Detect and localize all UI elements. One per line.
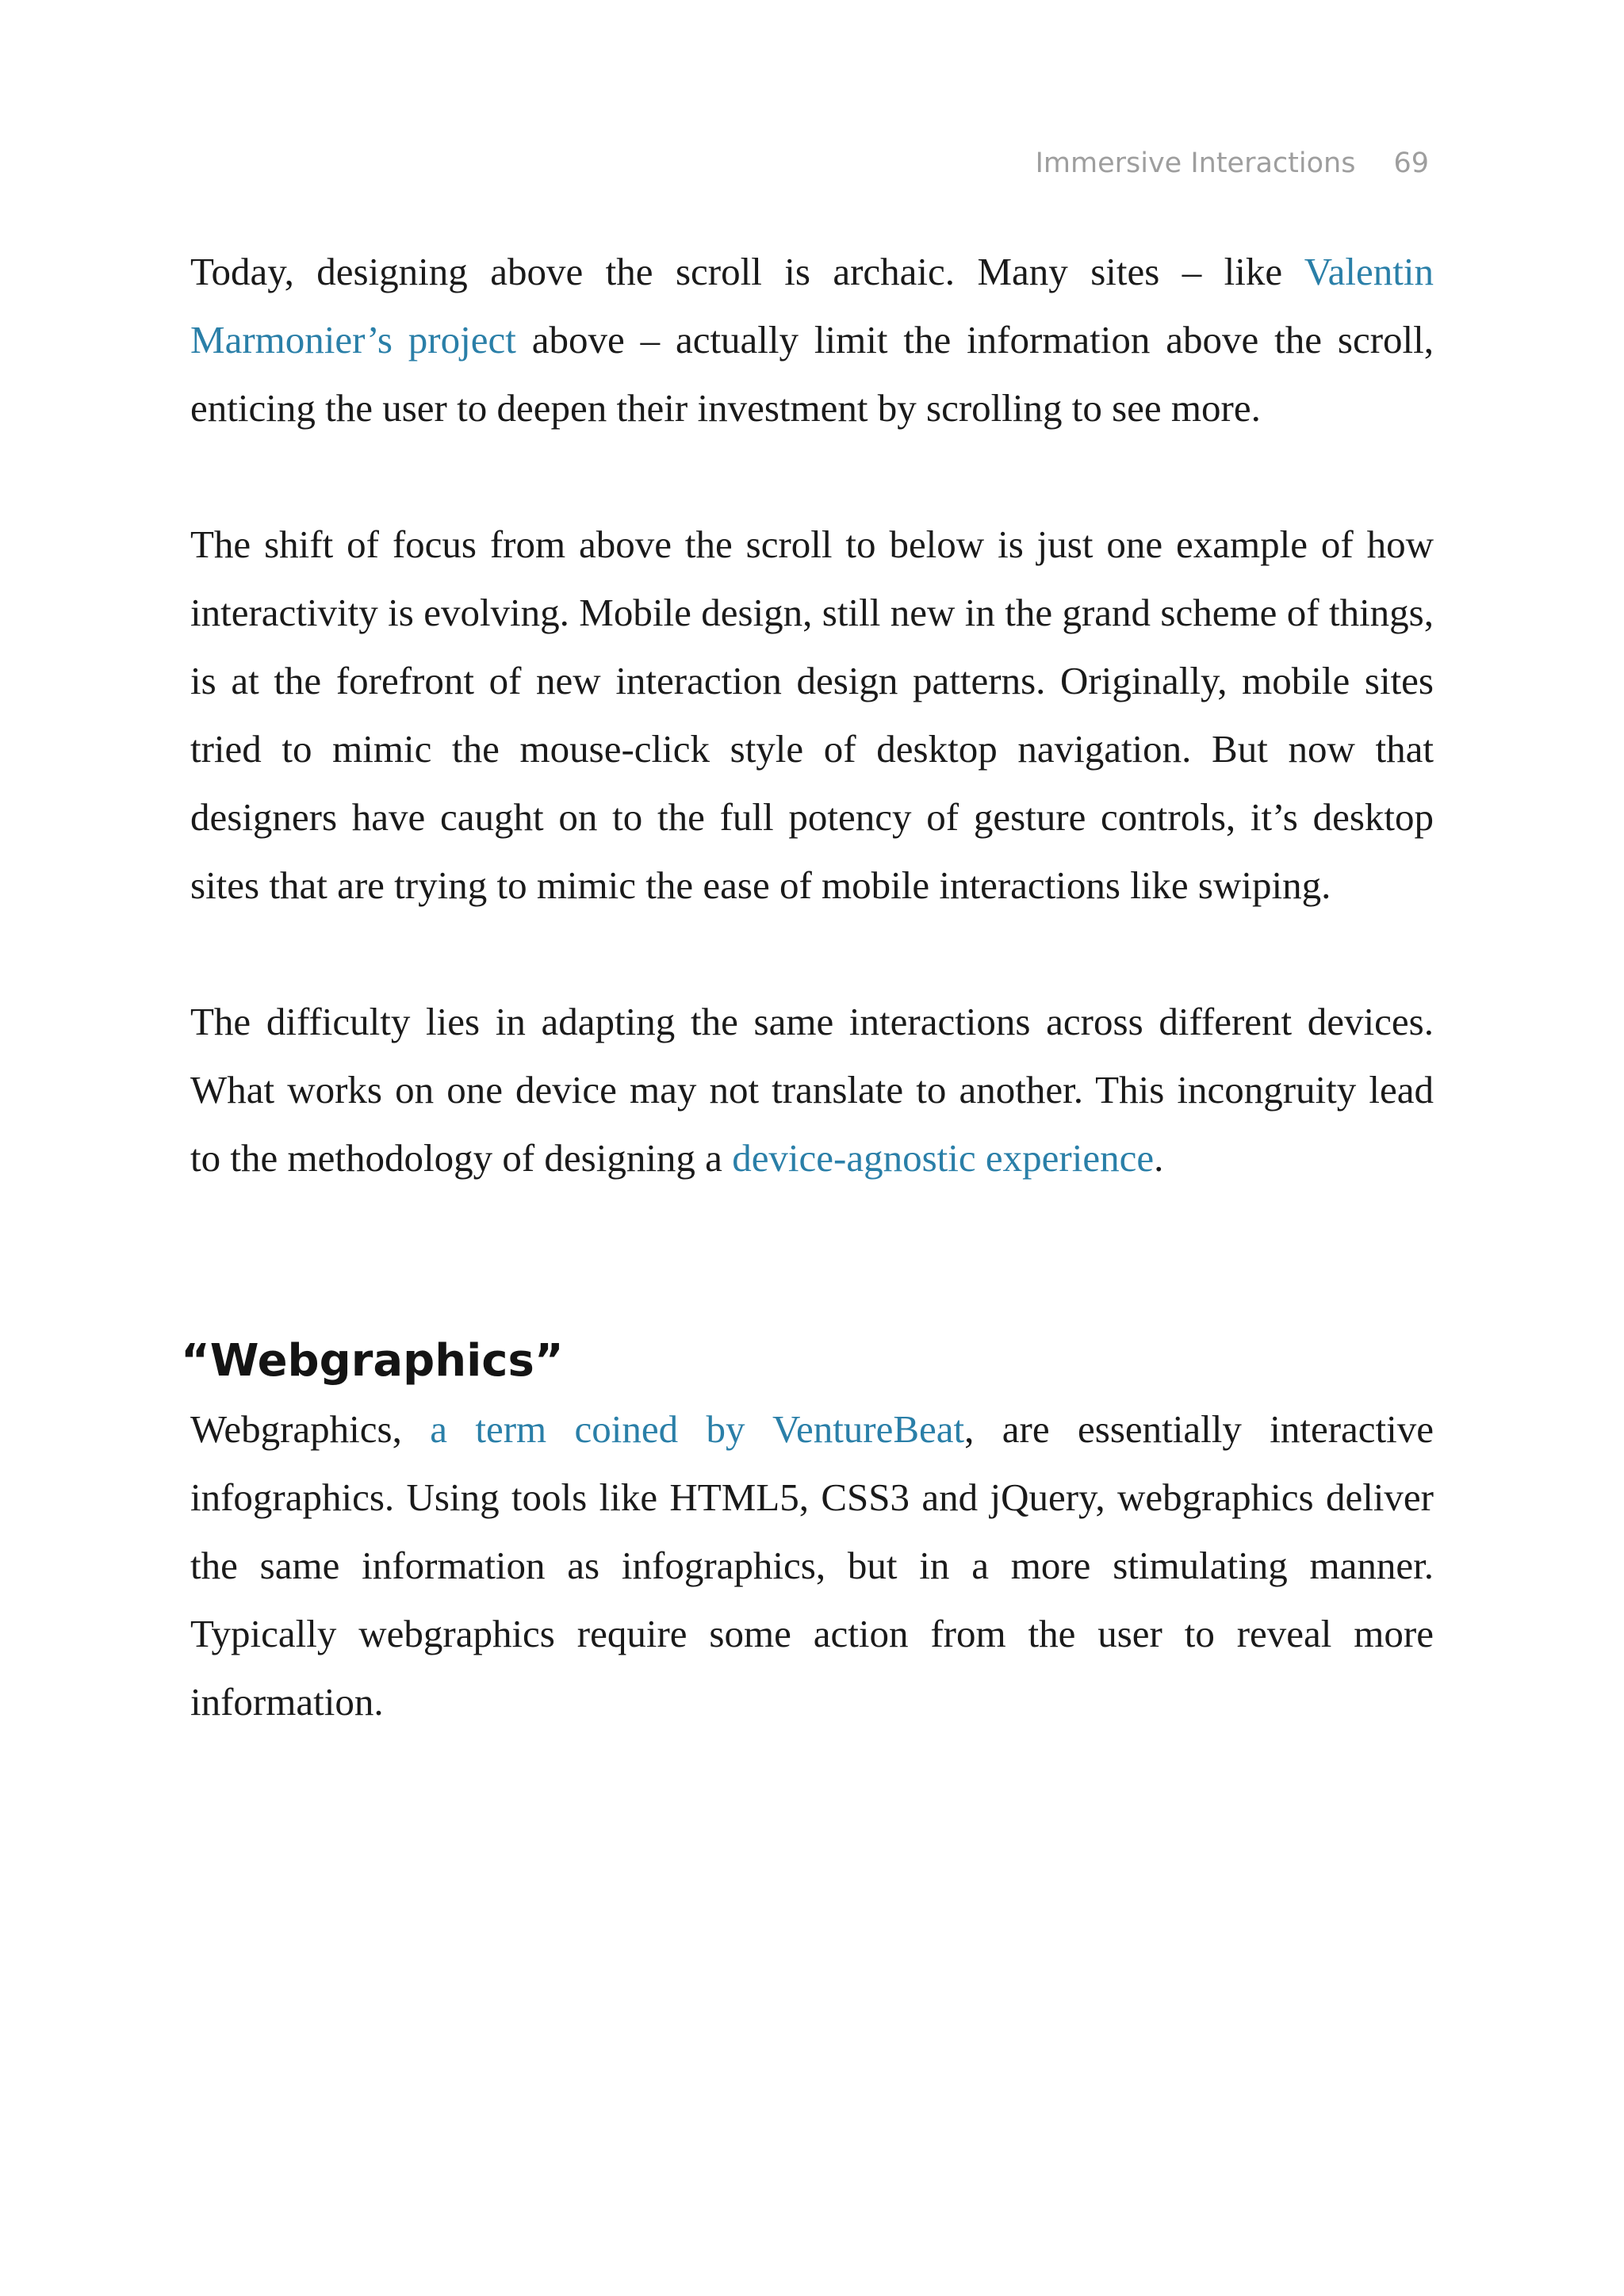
- paragraph-interactivity-evolving: The shift of focus from above the scroll to below is just one example of how interactivity is evolving. Mobile design, still new in the grand scheme of things, is at the forefront of new interaction design patterns. Originally, mobile sites tried to mimic the mouse-click style of desktop navigation. But now that designers have caught on to the full potency of gesture controls, it’s desktop sites that are trying to mimic the ease of mobile interactions like swiping.: [190, 522, 1434, 907]
- paragraph-text: Today, designing above the scroll is archaic. Many sites – like: [190, 250, 1304, 293]
- valentin-marmonier-project-link[interactable]: Valentin Marmonier’s project: [190, 250, 1434, 362]
- device-agnostic-experience-link[interactable]: device-agnostic experience: [732, 1136, 1155, 1180]
- paragraph-text: above – actually limit the information above the scroll, enticing the user to deepen their investment by scrolling to see more.: [190, 318, 1434, 430]
- paragraph-text: , are essentially interactive infographics. Using tools like HTML5, CSS3 and jQuery, webgraphics deliver the same information as infographics, but in a more stimulating manner. Typically webgraphics require some action from the user to reveal more information.: [190, 1407, 1434, 1724]
- paragraph-text: The difficulty lies in adapting the same interactions across different devices. What works on one device may not translate to another. This incongruity lead to the methodology of designing a: [190, 1000, 1434, 1180]
- page-number: 69: [1393, 147, 1429, 179]
- page-content: [181, 238, 1434, 1736]
- paragraph-text: Webgraphics,: [190, 1407, 431, 1451]
- section-heading-webgraphics: “Webgraphics”: [181, 1335, 564, 1387]
- paragraph-text: .: [1154, 1136, 1164, 1180]
- venturebeat-term-link[interactable]: a term coined by VentureBeat: [430, 1407, 965, 1451]
- paragraph-device-difficulty: [190, 988, 1434, 1192]
- chapter-title: Immersive Interactions: [1035, 147, 1356, 179]
- paragraph-webgraphics: [190, 1395, 1434, 1736]
- running-header: [1036, 143, 1429, 184]
- paragraph-above-the-scroll: [190, 238, 1434, 442]
